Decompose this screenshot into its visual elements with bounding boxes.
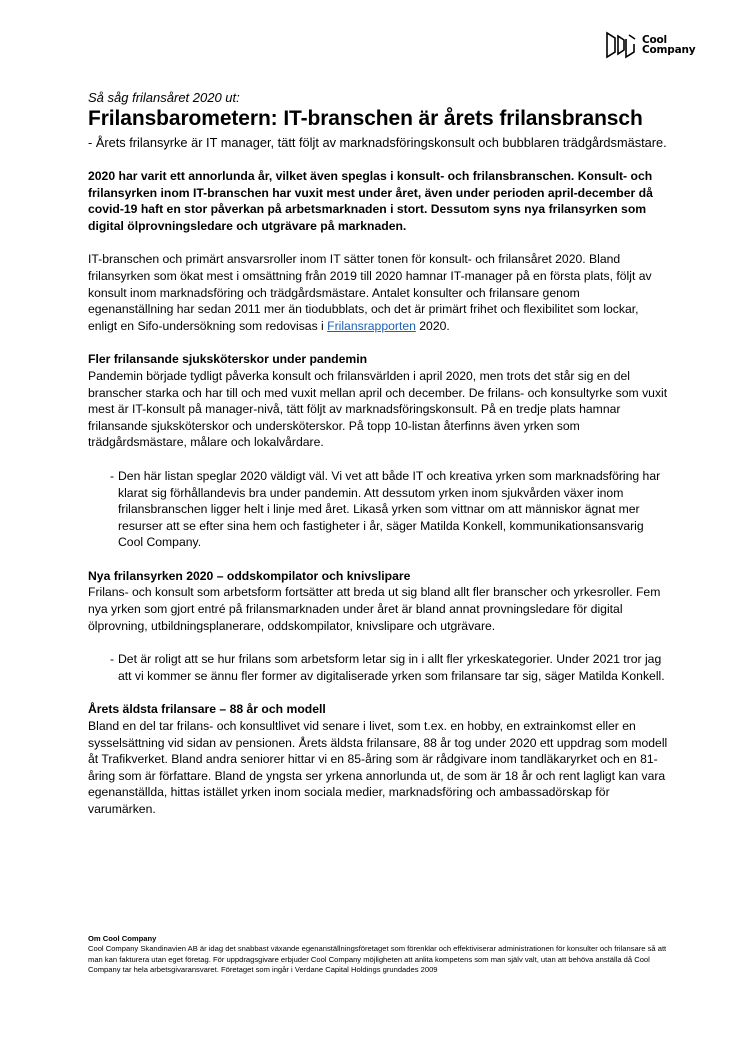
article-title: Frilansbarometern: IT-branschen är årets frilansbransch xyxy=(88,107,643,130)
company-logo xyxy=(604,30,695,60)
footer-about xyxy=(88,934,668,976)
section1-heading: Fler frilansande sjuksköterskor under pandemin xyxy=(88,352,368,367)
section1-quote-text: Den här listan speglar 2020 väldigt väl. Vi vet att både IT och kreativa yrken som marknadsföring har klarat sig förhållandevis bra under pandemin. Att dessutom yrken inom sjukvården växer inom frilansbranschen ligger helt i linje med året. Likaså yrken som vittnar om att människor ägnat mer resurser att se efter sina hem och fastigheter i år, säger Matilda Konkell, kommunikationsansvarig Cool Company. xyxy=(118,468,661,550)
section2-body: Frilans- och konsult som arbetsform fortsätter att breda ut sig bland allt fler branscher och yrkesroller. Fem nya yrken som gjort entré på frilansmarknaden under året är bland annat provningsledare för digital ölprovning, utbildningsplanerare, oddskompilator, knivslipare och utgrävare. xyxy=(88,585,661,633)
article-subtitle: - Årets frilansyrke är IT manager, tätt följt av marknadsföringskonsult och bubblaren trädgårdsmästare. xyxy=(88,135,667,150)
footer-heading: Om Cool Company xyxy=(88,934,157,943)
logo-line-1: Cool xyxy=(642,34,667,46)
section1-quote xyxy=(88,468,668,551)
article-intro xyxy=(88,251,668,334)
section2-heading: Nya frilansyrken 2020 – oddskompilator och knivslipare xyxy=(88,568,411,583)
quote-dash: - xyxy=(110,652,115,667)
cool-company-logo-icon xyxy=(604,30,638,60)
logo-line-2: Company xyxy=(642,44,696,56)
article-lead: 2020 har varit ett annorlunda år, vilket även speglas i konsult- och frilansbranschen. Konsult- och frilansyrken inom IT-branschen har vuxit mest under året, även under perioden april-december då covid-19 haft en stor påverkan på arbetsmarknaden i stort. Dessutom syns nya frilansyrken som digital ölprovningsledare och utgrävare på marknaden. xyxy=(88,169,653,233)
intro-text-end: 2020. xyxy=(415,318,450,333)
section2-quote-text: Det är roligt att se hur frilans som arbetsform letar sig in i allt fler yrkeskategorier. Under 2021 tror jag att vi kommer se ännu fler former av digitaliserade yrken som frilansare tar sig, säger Matilda Konkell. xyxy=(118,652,665,683)
intro-text: IT-branschen och primärt ansvarsroller inom IT sätter tonen för konsult- och frilansåret 2020. Bland frilansyrken som ökat mest i omsättning från 2019 till 2020 hamnar IT-manager på en första plats, följt av konsult inom marknadsföring och trädgårdsmästare. Antalet konsulter och frilansare genom egenanställning har sedan 2011 mer än tiodubblats, och det är primärt frihet och flexibilitet som lockar, enligt en Sifo-undersökning som redovisas i xyxy=(88,252,652,333)
section3-body: Bland en del tar frilans- och konsultlivet vid senare i livet, som t.ex. en hobby, en extrainkomst eller en sysselsättning vid sidan av pensionen. Årets äldsta frilansare, 88 år tog under 2020 ett uppdrag som modell åt Trafikverket. Bland andra seniorer hittar vi en 85-åring som är rådgivare inom tandläkaryrket och en 81-åring som är författare. Bland de yngsta ser yrkena annorlunda ut, de som är 18 år och rent lagligt kan vara egenanställda, hittas istället yrken inom sociala medier, marknadsföring och ambassadörskap för varumärken. xyxy=(88,719,668,816)
logo-wordmark xyxy=(642,35,695,55)
section2-quote xyxy=(88,651,668,684)
article-kicker: Så såg frilansåret 2020 ut: xyxy=(88,90,240,105)
section1-body: Pandemin började tydligt påverka konsult och frilansvärlden i april 2020, men trots det står sig en del branscher starka och har till och med vuxit mellan april och december. De frilans- och konsultyrke som vuxit mest är IT-konsult på manager-nivå, tätt följt av marknadsföringskonsult. På en tredje plats hamnar frilansande sjuksköterskor och undersköterskor. På topp 10-listan återfinns även yrken som trädgårdsmästare, målare och lokalvårdare. xyxy=(88,368,668,450)
frilansrapporten-link[interactable]: Frilansrapporten xyxy=(327,318,416,333)
footer-body: Cool Company Skandinavien AB är idag det snabbast växande egenanställningsföretaget som förenklar och effektiviserar administrationen för konsulter och frilansare så att man kan fakturera utan eget företag. För uppdragsgivare erbjuder Cool Company möjligheten att anlita kompetens som man själv valt, utan att behöva anställa då Cool Company tar hela arbetsgivaransvaret. Företaget som ingår i Verdane Capital Holdings grundades 2009 xyxy=(88,944,667,975)
section3-heading: Årets äldsta frilansare – 88 år och modell xyxy=(88,702,326,717)
quote-dash: - xyxy=(110,468,115,483)
article xyxy=(88,90,668,835)
